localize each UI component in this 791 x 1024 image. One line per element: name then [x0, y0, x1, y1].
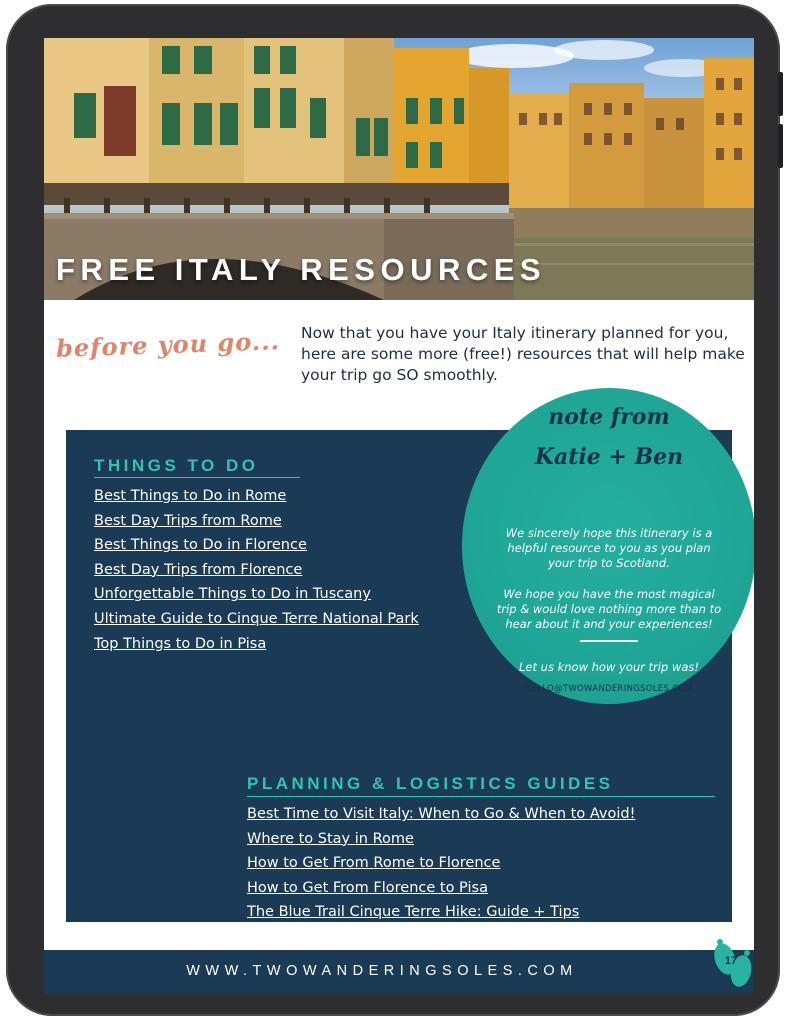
- hero-photo: [44, 38, 754, 300]
- resource-link[interactable]: The Blue Trail Cinque Terre Hike: Guide + Tips: [247, 904, 580, 921]
- note-divider: [580, 640, 638, 642]
- resource-link[interactable]: Best Day Trips from Florence: [94, 561, 303, 578]
- resource-link[interactable]: Unforgettable Things to Do in Tuscany: [94, 586, 371, 603]
- resource-link[interactable]: Best Things to Do in Florence: [94, 537, 307, 554]
- footer-url[interactable]: WWW.TWOWANDERINGSOLES.COM: [186, 963, 578, 979]
- things-to-do-divider: [94, 477, 300, 478]
- page-number-badge: [711, 939, 754, 991]
- resource-link[interactable]: How to Get From Florence to Pisa: [247, 879, 488, 896]
- intro-paragraph: Now that you have your Italy itinerary planned for you, here are some more (free!) resources that will help make your trip go SO smoothly.: [301, 324, 745, 384]
- before-you-go-label: before you go...: [55, 326, 281, 363]
- planning-divider: [247, 796, 715, 797]
- resource-link[interactable]: Best Time to Visit Italy: When to Go & When to Avoid!: [247, 806, 636, 822]
- note-paragraph: We sincerely hope this itinerary is a helpful resource to you as you plan your trip to Scotland.: [505, 526, 713, 570]
- note-title-line2: Katie + Ben: [534, 444, 684, 470]
- things-to-do-heading: THINGS TO DO: [94, 456, 259, 475]
- resource-link[interactable]: Where to Stay in Rome: [247, 830, 414, 847]
- resource-link[interactable]: Best Things to Do in Rome: [94, 488, 287, 504]
- page-number: 17: [724, 955, 738, 967]
- tablet-side-button: [778, 124, 783, 168]
- resource-link[interactable]: How to Get From Rome to Florence: [247, 855, 501, 872]
- planning-links: [247, 802, 635, 925]
- note-title-line1: note from: [548, 404, 670, 430]
- document-page: [44, 38, 754, 993]
- note-email[interactable]: HELLO@TWOWANDERINGSOLES.COM: [524, 684, 694, 694]
- page-title: FREE ITALY RESOURCES: [56, 252, 547, 287]
- resource-link[interactable]: Best Day Trips from Rome: [94, 512, 282, 529]
- note-paragraph: We hope you have the most magical trip & would love nothing more than to hear about it and your experiences!: [496, 587, 722, 631]
- resource-link[interactable]: Ultimate Guide to Cinque Terre National Park: [94, 610, 419, 627]
- planning-heading: PLANNING & LOGISTICS GUIDES: [247, 774, 614, 793]
- tablet-side-button: [778, 72, 783, 116]
- footer-bar: [44, 950, 754, 993]
- resource-link[interactable]: Top Things to Do in Pisa: [94, 635, 267, 652]
- tablet-frame: [6, 4, 780, 1016]
- things-to-do-links: [94, 484, 419, 656]
- note-badge: [462, 388, 754, 704]
- note-cta: Let us know how your trip was!: [519, 660, 699, 674]
